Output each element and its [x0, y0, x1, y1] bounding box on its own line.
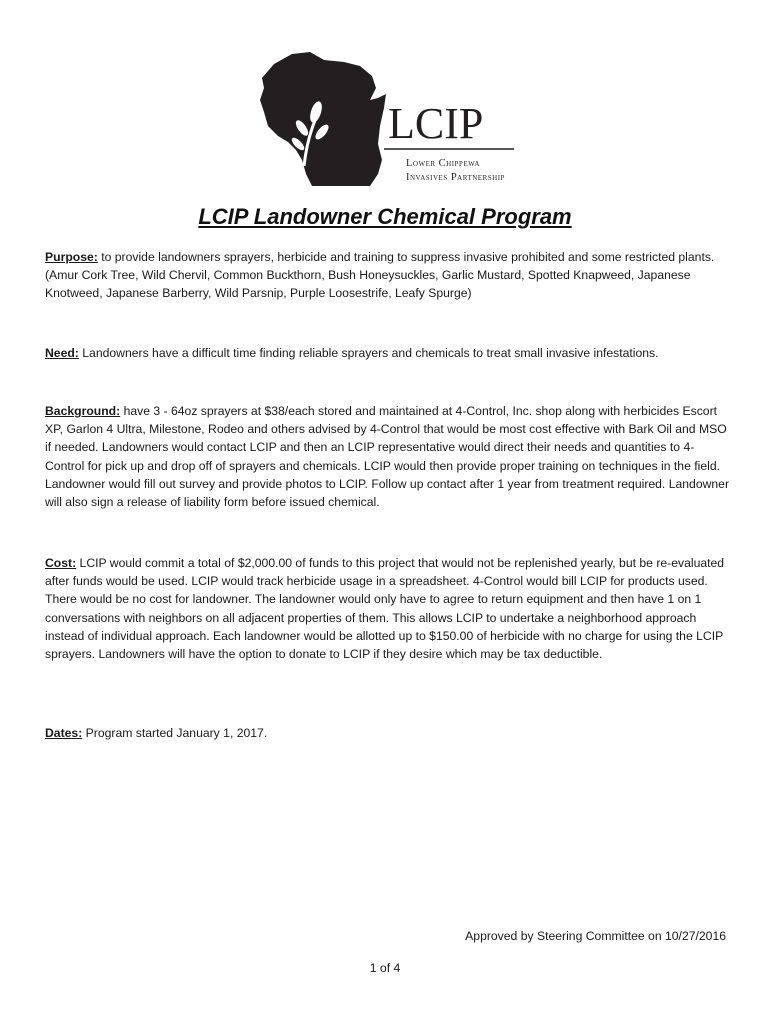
purpose-label: Purpose: [45, 250, 98, 264]
need-section [45, 344, 729, 362]
logo-subtitle-line1: Lower Chippewa [406, 158, 480, 169]
cost-label: Cost: [45, 556, 77, 570]
need-text: Landowners have a difficult time finding reliable sprayers and chemicals to treat small invasive infestations. [82, 346, 659, 360]
wisconsin-shape [260, 52, 386, 186]
cost-section [45, 554, 729, 663]
approval-note: Approved by Steering Committee on 10/27/2016 [465, 929, 726, 943]
background-text: have 3 - 64oz sprayers at $38/each stored and maintained at 4-Control, Inc. shop along with herbicides Escort XP, Garlon 4 Ultra, Milestone, Rodeo and others advised by 4-Control that would be most cost effective with Bark Oil and MSO if needed. Landowners would contact LCIP and then an LCIP representative would direct their needs and quantities to 4-Control for pick up and drop off of sprayers and chemicals. LCIP would then provide proper training on techniques in the field. Landowner would fill out survey and provide photos to LCIP. Follow up contact after 1 year from treatment required. Landowner will also sign a release of liability form before issued chemical. [45, 404, 730, 510]
logo-acronym: LCIP [388, 99, 484, 148]
dates-label: Dates: [45, 726, 83, 740]
purpose-text: to provide landowners sprayers, herbicide and training to suppress invasive prohibited and some restricted plants. (Amur Cork Tree, Wild Chervil, Common Buckthorn, Bush Honeysuckles, Garlic Mustard, Spotted Knapweed, Japanese Knotweed, Japanese Barberry, Wild Parsnip, Purple Loosestrife, Leafy Spurge) [45, 250, 715, 301]
logo-subtitle-line2: Invasives Partnership [406, 172, 505, 183]
wisconsin-map-with-leaf-icon [252, 48, 522, 196]
dates-section [45, 724, 729, 742]
cost-text: LCIP would commit a total of $2,000.00 of funds to this project that would not be replenished yearly, but be re-evaluated after funds would be used. LCIP would track herbicide usage in a spreadsheet. 4-Control would bill LCIP for products used. There would be no cost for landowner. The landowner would only have to agree to return equipment and then have 1 on 1 conversations with neighbors on all adjacent properties of them. This allows LCIP to undertake a neighborhood approach instead of individual approach. Each landowner would be allotted up to $150.00 of herbicide with no charge for using the LCIP sprayers. Landowners will have the option to donate to LCIP if they desire which may be tax deductible. [45, 556, 725, 662]
purpose-section [45, 248, 729, 303]
dates-text: Program started January 1, 2017. [85, 726, 268, 740]
need-label: Need: [45, 346, 79, 360]
lcip-logo [252, 48, 522, 196]
document-title: LCIP Landowner Chemical Program [198, 204, 572, 229]
background-label: Background: [45, 404, 121, 418]
background-section [45, 402, 729, 511]
page-number: 1 of 4 [369, 961, 401, 975]
